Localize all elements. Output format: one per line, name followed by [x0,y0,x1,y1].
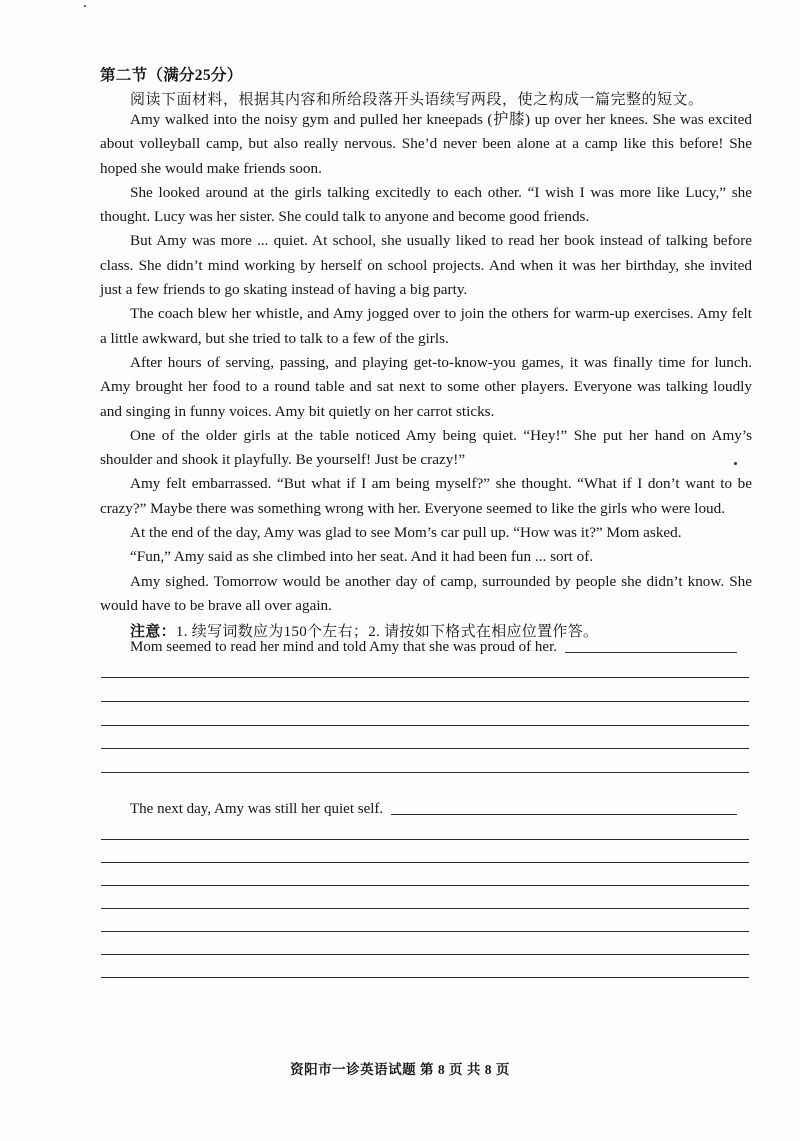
answer-blank-2[interactable] [391,813,737,815]
passage-paragraph: She looked around at the girls talking excitedly to each other. “I wish I was more like Lucy,” she thought. Lucy was her sister. She could talk to anyone and become good friends. [100,183,752,226]
answer-line[interactable] [101,954,749,955]
writing-note [130,620,598,641]
answer-line[interactable] [101,748,749,749]
answer-blank-1[interactable] [565,651,737,653]
section-title: 第二节（满分25分） [100,67,243,84]
answer-line[interactable] [101,772,749,773]
scan-speck [734,462,737,465]
passage-paragraph: The coach blew her whistle, and Amy jogged over to join the others for warm-up exercises. Amy felt a little awkward, but she tried to talk to a few of the girls. [100,305,752,347]
answer-line[interactable] [101,931,749,932]
answer-line[interactable] [101,977,749,978]
answer-line[interactable] [101,677,749,678]
instruction-text: 阅读下面材料，根据其内容和所给段落开头语续写两段，使之构成一篇完整的短文。 [130,92,704,108]
answer-line[interactable] [101,839,749,840]
passage-paragraph: But Amy was more ... quiet. At school, she usually liked to read her book instead of talking before class. She didn’t mind working by herself on school projects. And when it was her birthday, she invited just a few friends to go skating instead of having a big party. [100,232,752,299]
passage-paragraph: Amy felt embarrassed. “But what if I am being myself?” she thought. “What if I don’t want to be crazy?” Maybe there was something wrong with her. Everyone seemed to like the girls who were loud. [100,475,752,517]
continuation-prompt-2 [130,801,737,818]
passage-paragraph: Amy sighed. Tomorrow would be another day of camp, surrounded by people she didn’t know. She would have to be brave all over again. [100,572,752,614]
scan-speck [84,5,86,7]
answer-line[interactable] [101,908,749,909]
continuation-prompt-1 [130,639,737,656]
answer-line[interactable] [101,701,749,702]
passage-paragraph: After hours of serving, passing, and playing get-to-know-you games, it was finally time for lunch. Amy brought her food to a round table and sat next to some other players. Everyone was talking loudly and singing in funny voices. Amy bit quietly on her carrot sticks. [100,353,752,420]
prompt-2-text: The next day, Amy was still her quiet self. [130,801,384,817]
prompt-1-text: Mom seemed to read her mind and told Amy that she was proud of her. [130,639,557,655]
passage-paragraph: Amy walked into the noisy gym and pulled her kneepads (护膝) up over her knees. She was excited about volleyball camp, but also really nervous. She’d never been alone at a camp like this before! She hoped she would make friends soon. [100,111,752,177]
passage-paragraph: At the end of the day, Amy was glad to see Mom’s car pull up. “How was it?” Mom asked. [130,524,682,542]
page-footer: 资阳市一诊英语试题 第 8 页 共 8 页 [290,1062,510,1077]
passage-paragraph: One of the older girls at the table noticed Amy being quiet. “Hey!” She put her hand on Amy’s shoulder and shook it playfully. Be yourself! Just be crazy!” [100,426,752,469]
answer-line[interactable] [101,862,749,863]
answer-line[interactable] [101,725,749,726]
reading-passage [100,108,752,618]
note-text: 1. 续写词数应为150个左右；2. 请按如下格式在相应位置作答。 [175,624,599,640]
answer-line[interactable] [101,885,749,886]
passage-paragraph: “Fun,” Amy said as she climbed into her seat. And it had been fun ... sort of. [130,548,594,566]
note-label: 注意： [130,624,176,640]
